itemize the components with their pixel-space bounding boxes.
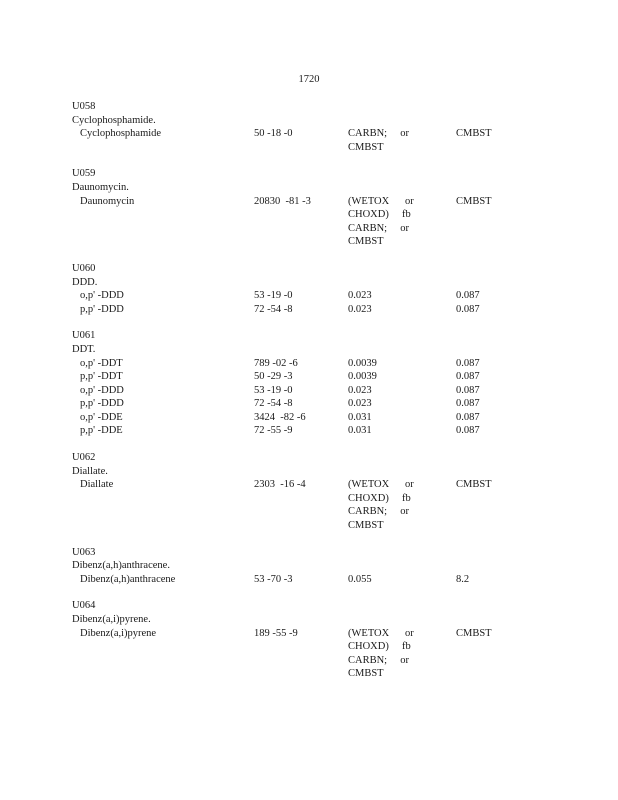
- cas-number: 2303 -16 -4: [254, 479, 306, 491]
- constituent-row: [72, 573, 572, 587]
- constituent-name: Daunomycin: [80, 195, 135, 207]
- constituent-row: [72, 478, 572, 532]
- constituent-name: o,p' -DDE: [80, 411, 123, 423]
- constituent-name: o,p' -DDD: [80, 384, 124, 396]
- wastewater-standard: 0.055: [348, 573, 372, 585]
- entry-u058: [72, 100, 572, 154]
- entry-u061: [72, 329, 572, 438]
- wastewater-standard: 0.023: [348, 384, 372, 396]
- cas-number: 72 -54 -8: [254, 303, 293, 315]
- waste-code: U063: [72, 546, 96, 558]
- waste-code: U064: [72, 600, 96, 612]
- wastewater-standard: (WETOX or CHOXD) fb CARBN; or CMBST: [348, 195, 414, 248]
- constituent-name: o,p' -DDT: [80, 357, 123, 369]
- constituent-name: p,p' -DDD: [80, 303, 124, 315]
- constituent-name: o,p' -DDD: [80, 290, 124, 302]
- wastewater-standard: 0.023: [348, 290, 372, 302]
- constituent-name: Diallate: [80, 479, 114, 491]
- constituent-row: [72, 411, 572, 425]
- page-number: 1720: [298, 74, 320, 85]
- waste-name: Dibenz(a,h)anthracene.: [72, 560, 170, 572]
- constituent-row: [72, 357, 572, 371]
- cas-number: 50 -18 -0: [254, 128, 293, 140]
- cas-number: 20830 -81 -3: [254, 195, 311, 207]
- constituent-row: [72, 424, 572, 438]
- wastewater-standard: 0.023: [348, 398, 372, 410]
- wastewater-standard: 0.0039: [348, 371, 377, 383]
- wastewater-standard: 0.023: [348, 303, 372, 315]
- waste-name: Cyclophosphamide.: [72, 114, 156, 126]
- wastewater-standard: CARBN; or CMBST: [348, 128, 409, 153]
- waste-name: Daunomycin.: [72, 181, 129, 193]
- waste-name: DDT.: [72, 343, 96, 355]
- constituent-name: Dibenz(a,i)pyrene: [80, 627, 157, 639]
- nonwastewater-standard: 0.087: [456, 425, 480, 437]
- nonwastewater-standard: 0.087: [456, 411, 480, 423]
- constituent-row: [72, 303, 572, 317]
- nonwastewater-standard: 0.087: [456, 303, 480, 315]
- nonwastewater-standard: 0.087: [456, 290, 480, 302]
- constituent-name: Cyclophosphamide: [80, 128, 162, 140]
- cas-number: 53 -19 -0: [254, 290, 293, 302]
- constituent-row: [72, 627, 572, 681]
- nonwastewater-standard: CMBST: [456, 128, 492, 140]
- cas-number: 789 -02 -6: [254, 357, 298, 369]
- wastewater-standard: (WETOX or CHOXD) fb CARBN; or CMBST: [348, 479, 414, 532]
- waste-name: DDD.: [72, 276, 98, 288]
- nonwastewater-standard: 0.087: [456, 357, 480, 369]
- waste-name: Dibenz(a,i)pyrene.: [72, 614, 151, 626]
- nonwastewater-standard: 0.087: [456, 398, 480, 410]
- cas-number: 72 -54 -8: [254, 398, 293, 410]
- waste-code: U062: [72, 452, 96, 464]
- entry-u062: [72, 451, 572, 533]
- cas-number: 53 -70 -3: [254, 573, 293, 585]
- waste-code: U060: [72, 262, 96, 274]
- constituent-name: p,p' -DDE: [80, 425, 123, 437]
- entry-u059: [72, 167, 572, 249]
- entry-u063: [72, 546, 572, 587]
- constituent-row: [72, 370, 572, 384]
- waste-name: Diallate.: [72, 465, 108, 477]
- cas-number: 189 -55 -9: [254, 627, 298, 639]
- constituent-row: [72, 195, 572, 249]
- nonwastewater-standard: CMBST: [456, 195, 492, 207]
- cas-number: 3424 -82 -6: [254, 411, 306, 423]
- cas-number: 50 -29 -3: [254, 371, 293, 383]
- cas-number: 53 -19 -0: [254, 384, 293, 396]
- wastewater-standard: 0.031: [348, 411, 372, 423]
- nonwastewater-standard: 8.2: [456, 573, 470, 585]
- constituent-name: Dibenz(a,h)anthracene: [80, 573, 176, 585]
- waste-code: U058: [72, 101, 96, 112]
- wastewater-standard: 0.031: [348, 425, 372, 437]
- constituent-name: p,p' -DDT: [80, 371, 123, 383]
- constituent-row: [72, 384, 572, 398]
- waste-code: U059: [72, 168, 96, 180]
- constituent-row: [72, 127, 572, 154]
- entry-u064: [72, 599, 572, 681]
- wastewater-standard: 0.0039: [348, 357, 377, 369]
- wastewater-standard: (WETOX or CHOXD) fb CARBN; or CMBST: [348, 627, 414, 680]
- nonwastewater-standard: CMBST: [456, 627, 492, 639]
- entry-u060: [72, 262, 572, 316]
- constituent-name: p,p' -DDD: [80, 398, 124, 410]
- nonwastewater-standard: 0.087: [456, 384, 480, 396]
- nonwastewater-standard: 0.087: [456, 371, 480, 383]
- waste-code-table: [72, 100, 572, 694]
- waste-code: U061: [72, 330, 96, 342]
- cas-number: 72 -55 -9: [254, 425, 293, 437]
- nonwastewater-standard: CMBST: [456, 479, 492, 491]
- constituent-row: [72, 289, 572, 303]
- constituent-row: [72, 397, 572, 411]
